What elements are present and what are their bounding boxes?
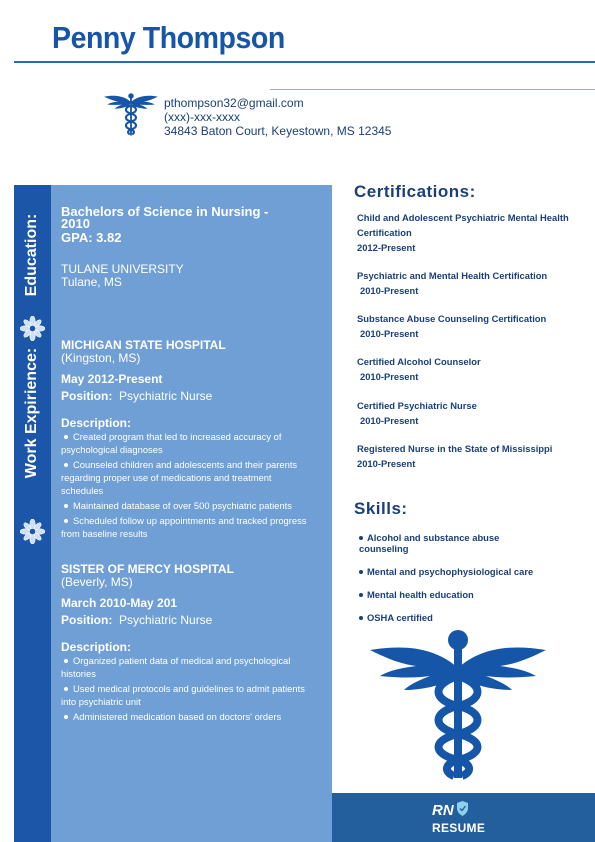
list-item: Scheduled follow up appointments and tracked progress from baseline results bbox=[61, 515, 307, 539]
bullet-list bbox=[61, 430, 326, 540]
skills-heading: Skills: bbox=[354, 499, 408, 518]
employer-name: MICHIGAN STATE HOSPITAL bbox=[61, 338, 226, 352]
gpa-text: GPA: 3.82 bbox=[61, 230, 122, 245]
description-label: Description: bbox=[61, 416, 132, 430]
work-section-label: Work Expirience: bbox=[23, 347, 40, 479]
job-position-line bbox=[61, 389, 326, 403]
flower-icon bbox=[20, 519, 45, 544]
bullet-list bbox=[61, 654, 326, 723]
certification-years: 2010-Present bbox=[360, 285, 419, 296]
caduceus-icon bbox=[366, 628, 550, 780]
main-panel bbox=[51, 185, 332, 842]
candidate-name: Penny Thompson bbox=[52, 20, 285, 55]
certifications-heading: Certifications: bbox=[354, 182, 476, 201]
list-item: Administered medication based on doctors' orders bbox=[61, 710, 326, 723]
position-value: Psychiatric Nurse bbox=[119, 613, 213, 627]
job-position-line bbox=[61, 613, 326, 627]
position-label: Position: bbox=[61, 613, 113, 627]
description-label: Description: bbox=[61, 640, 132, 654]
header-divider bbox=[14, 61, 595, 63]
job-block bbox=[61, 339, 326, 540]
skill-item: Mental health education bbox=[359, 589, 559, 600]
school-name: TULANE UNIVERSITY bbox=[61, 262, 184, 276]
employer-location: (Kingston, MS) bbox=[61, 351, 141, 365]
resume-badge-text: RESUME bbox=[432, 821, 486, 835]
employer-name: SISTER OF MERCY HOSPITAL bbox=[61, 562, 234, 576]
certification-item: Child and Adolescent Psychiatric Mental Health Certification 2012-Present bbox=[357, 210, 589, 255]
section-sidebar bbox=[14, 185, 51, 842]
certification-item: Substance Abuse Counseling Certification 2010-Present bbox=[357, 311, 589, 341]
certification-item: Certified Psychiatric Nurse 2010-Present bbox=[357, 398, 589, 428]
skill-item: Alcohol and substance abuse counseling bbox=[359, 532, 500, 554]
school-location: Tulane, MS bbox=[61, 275, 122, 289]
contact-block bbox=[164, 96, 391, 138]
certification-item: Certified Alcohol Counselor 2010-Present bbox=[357, 354, 589, 384]
position-label: Position: bbox=[61, 389, 113, 403]
certification-years: 2010-Present bbox=[360, 371, 419, 382]
list-item: Counseled children and adolescents and their parents regarding proper use of medications and treatment schedules bbox=[61, 459, 298, 496]
shield-icon bbox=[457, 801, 468, 816]
caduceus-icon bbox=[103, 88, 159, 138]
certification-item: Registered Nurse in the State of Mississippi 2010-Present bbox=[357, 441, 589, 471]
certification-years: 2010-Present bbox=[360, 415, 419, 426]
education-section-label: Education: bbox=[23, 213, 40, 297]
address-text: 34843 Baton Court, Keyestown, MS 12345 bbox=[164, 124, 392, 138]
skill-item: Mental and psychophysiological care bbox=[359, 566, 559, 577]
phone-text: (xxx)-xxx-xxxx bbox=[164, 110, 240, 124]
education-block bbox=[61, 206, 326, 245]
certification-item: Psychiatric and Mental Health Certification 2010-Present bbox=[357, 268, 589, 298]
list-item: Maintained database of over 500 psychiatric patients bbox=[61, 499, 326, 512]
certification-years: 2012-Present bbox=[357, 242, 416, 253]
certification-years: 2010-Present bbox=[357, 458, 416, 469]
degree-year: 2010 bbox=[61, 216, 90, 231]
employer-location: (Beverly, MS) bbox=[61, 575, 133, 589]
list-item: Organized patient data of medical and psychological histories bbox=[61, 655, 291, 679]
contact-divider bbox=[270, 89, 595, 90]
job-block bbox=[61, 563, 326, 723]
school-block bbox=[61, 263, 326, 289]
flower-icon bbox=[20, 316, 45, 341]
email-text[interactable]: pthompson32@gmail.com bbox=[164, 96, 304, 110]
certification-years: 2010-Present bbox=[360, 328, 419, 339]
position-value: Psychiatric Nurse bbox=[119, 389, 213, 403]
skill-item: OSHA certified bbox=[359, 612, 559, 623]
list-item: Used medical protocols and guidelines to admit patients into psychiatric unit bbox=[61, 683, 305, 707]
rn-badge-text: RN bbox=[432, 802, 454, 819]
job-dates: May 2012-Present bbox=[61, 372, 163, 386]
list-item: Created program that led to increased accuracy of psychological diagnoses bbox=[61, 431, 282, 455]
degree-line: Bachelors of Science in Nursing - bbox=[61, 204, 269, 219]
job-dates: March 2010-May 201 bbox=[61, 596, 178, 610]
